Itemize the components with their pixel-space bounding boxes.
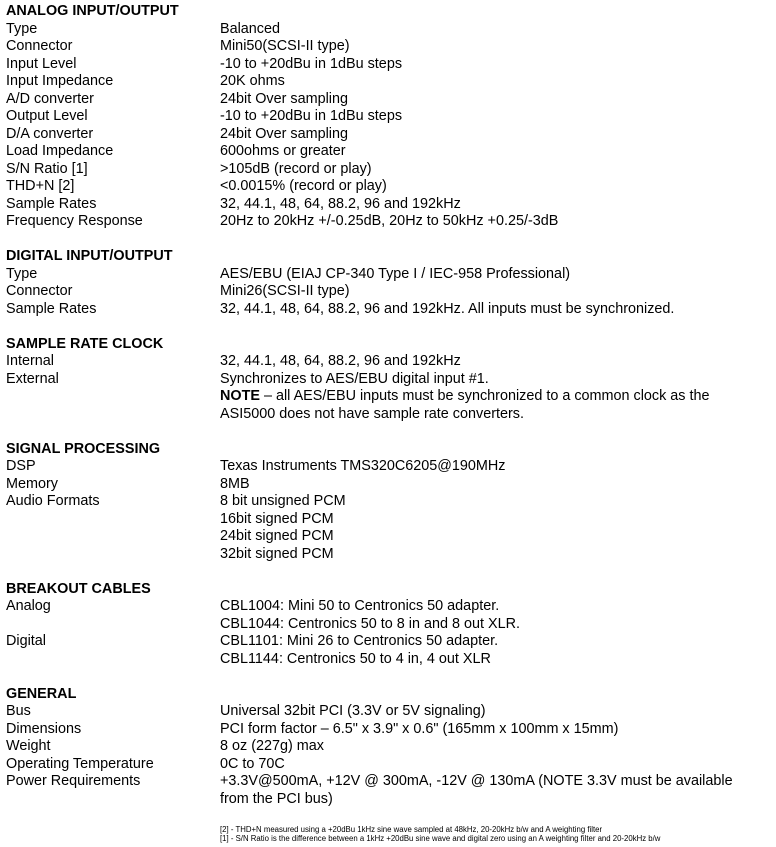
spec-value-line: >105dB (record or play): [220, 160, 372, 177]
spec-value: [220, 266, 774, 284]
spec-value: [220, 458, 774, 476]
spec-value: [220, 143, 774, 161]
section: [6, 441, 774, 564]
spec-row: [6, 21, 774, 39]
spec-value: [220, 21, 774, 39]
spec-value-line: +3.3V@500mA, +12V @ 300mA, -12V @ 130mA (NOTE 3.3V must be available: [220, 773, 733, 789]
spec-value-line: CBL1101: Mini 26 to Centronics 50 adapter.: [220, 633, 499, 649]
spec-value: [220, 738, 774, 756]
spec-row: [6, 703, 774, 721]
spec-row: [6, 756, 774, 774]
spec-row: [6, 371, 774, 389]
section: [6, 3, 774, 231]
spec-value: [220, 721, 774, 739]
spec-value-line: Mini26(SCSI-II type): [220, 283, 350, 299]
note-label: NOTE: [220, 388, 260, 404]
spec-label: Output Level: [6, 108, 88, 124]
spec-label: Connector: [6, 38, 73, 54]
spec-row: [6, 126, 774, 144]
spec-value: [220, 493, 774, 563]
spec-label: Connector: [6, 283, 73, 299]
spec-label: Internal: [6, 353, 54, 369]
spec-label: Load Impedance: [6, 143, 114, 159]
spec-row: [6, 353, 774, 371]
spec-value-line: 16bit signed PCM: [220, 510, 334, 527]
spec-row: [6, 178, 774, 196]
note-text: [220, 388, 774, 423]
spec-row: [6, 476, 774, 494]
spec-row: [6, 458, 774, 476]
spec-value: [220, 56, 774, 74]
spec-label: Bus: [6, 703, 31, 719]
spec-value: [220, 703, 774, 721]
note-line-1: – all AES/EBU inputs must be synchronized to a common clock as the: [259, 388, 710, 404]
spec-value-line: 32bit signed PCM: [220, 545, 334, 562]
spec-value: [220, 126, 774, 144]
spec-value-line: Universal 32bit PCI (3.3V or 5V signaling): [220, 703, 486, 719]
spec-value: [220, 38, 774, 56]
spec-row: [6, 738, 774, 756]
spec-label: A/D converter: [6, 90, 94, 107]
spec-value-line: <0.0015% (record or play): [220, 178, 387, 194]
footnote-2: [2] - THD+N measured using a +20dBu 1kHz sine wave sampled at 48kHz, 20-20kHz b/w and A weighting filter: [220, 825, 603, 834]
spec-value: [220, 756, 774, 774]
spec-value-line: CBL1144: Centronics 50 to 4 in, 4 out XLR: [220, 650, 491, 667]
spec-value-line: 24bit Over sampling: [220, 90, 348, 107]
spec-value-line: Balanced: [220, 20, 281, 37]
note-line: [220, 388, 774, 406]
spec-label: Sample Rates: [6, 300, 97, 317]
section: [6, 686, 774, 809]
spec-sheet: [6, 3, 774, 826]
spec-value-line: 8 bit unsigned PCM: [220, 493, 346, 509]
spec-label: Input Level: [6, 55, 77, 72]
spec-label: Type: [6, 265, 38, 282]
spec-value: [220, 598, 774, 633]
spec-value-line: Synchronizes to AES/EBU digital input #1.: [220, 370, 489, 387]
spec-label: Audio Formats: [6, 493, 100, 509]
spec-value-line: CBL1044: Centronics 50 to 8 in and 8 out XLR.: [220, 615, 520, 632]
spec-label: DSP: [6, 458, 36, 474]
spec-row: [6, 143, 774, 161]
spec-value: [220, 161, 774, 179]
section-title: GENERAL: [6, 685, 77, 702]
spec-value-line: 32, 44.1, 48, 64, 88.2, 96 and 192kHz. All inputs must be synchronized.: [220, 300, 675, 317]
spec-value: [220, 476, 774, 494]
spec-value: [220, 213, 774, 231]
spec-row: [6, 266, 774, 284]
spec-row: [6, 73, 774, 91]
spec-row: [6, 598, 774, 633]
spec-row: [6, 493, 774, 563]
spec-value: [220, 73, 774, 91]
spec-label: Power Requirements: [6, 773, 141, 789]
spec-value-line: 24bit signed PCM: [220, 528, 334, 544]
spec-row: [6, 56, 774, 74]
spec-value-line: CBL1004: Mini 50 to Centronics 50 adapter.: [220, 598, 500, 614]
spec-value-line: 600ohms or greater: [220, 143, 346, 159]
spec-label: Analog: [6, 598, 51, 614]
spec-row: [6, 38, 774, 56]
section: [6, 581, 774, 669]
spec-label: Memory: [6, 475, 58, 492]
spec-row: [6, 196, 774, 214]
footnote-1: [1] - S/N Ratio is the difference between a 1kHz +20dBu sine wave and digital zero using an A weighting filter and 20-20kHz b/w: [220, 834, 661, 843]
spec-row: [6, 773, 774, 808]
spec-value-line: Texas Instruments TMS320C6205@190MHz: [220, 458, 506, 474]
section-title: SIGNAL PROCESSING: [6, 440, 161, 457]
spec-label: Operating Temperature: [6, 755, 154, 772]
spec-label: Weight: [6, 738, 51, 754]
spec-label: Input Impedance: [6, 73, 114, 89]
spec-value: [220, 773, 774, 808]
spec-value-line: -10 to +20dBu in 1dBu steps: [220, 55, 403, 72]
section: [6, 336, 774, 424]
section-title: SAMPLE RATE CLOCK: [6, 335, 164, 352]
spec-value: [220, 91, 774, 109]
spec-value: [220, 178, 774, 196]
spec-label: External: [6, 370, 59, 387]
note-row: [6, 388, 774, 423]
spec-label: Sample Rates: [6, 195, 97, 212]
section: [6, 248, 774, 318]
spec-value: [220, 633, 774, 668]
spec-row: [6, 161, 774, 179]
spec-value-line: 24bit Over sampling: [220, 125, 348, 142]
spec-value-line: AES/EBU (EIAJ CP-340 Type I / IEC-958 Professional): [220, 265, 571, 282]
spec-value: [220, 371, 774, 389]
spec-value: [220, 108, 774, 126]
spec-label: Frequency Response: [6, 213, 143, 229]
spec-value-line: 32, 44.1, 48, 64, 88.2, 96 and 192kHz: [220, 195, 461, 212]
spec-value: [220, 301, 774, 319]
spec-value-line: 20Hz to 20kHz +/-0.25dB, 20Hz to 50kHz +0.25/-3dB: [220, 213, 559, 229]
spec-value-line: 8 oz (227g) max: [220, 738, 324, 754]
spec-row: [6, 633, 774, 668]
spec-label: Type: [6, 20, 38, 37]
spec-label: Digital: [6, 633, 46, 649]
spec-row: [6, 91, 774, 109]
spec-value: [220, 196, 774, 214]
spec-value-line: Mini50(SCSI-II type): [220, 38, 350, 54]
spec-value-line: 8MB: [220, 475, 250, 492]
spec-row: [6, 721, 774, 739]
spec-value-line: PCI form factor – 6.5" x 3.9" x 0.6" (165mm x 100mm x 15mm): [220, 720, 619, 737]
spec-label: D/A converter: [6, 125, 94, 142]
note-spacer: [6, 388, 220, 423]
spec-row: [6, 213, 774, 231]
spec-value: [220, 353, 774, 371]
section-title: BREAKOUT CABLES: [6, 580, 151, 597]
section-title: DIGITAL INPUT/OUTPUT: [6, 248, 173, 264]
spec-row: [6, 301, 774, 319]
spec-row: [6, 108, 774, 126]
spec-label: S/N Ratio [1]: [6, 160, 88, 177]
spec-value-line: 0C to 70C: [220, 755, 285, 772]
spec-value-line: 20K ohms: [220, 73, 285, 89]
spec-label: Dimensions: [6, 720, 82, 737]
section-title: ANALOG INPUT/OUTPUT: [6, 3, 179, 19]
spec-value-line: from the PCI bus): [220, 790, 333, 807]
footnotes: [220, 825, 660, 843]
spec-value-line: -10 to +20dBu in 1dBu steps: [220, 108, 403, 124]
spec-value: [220, 283, 774, 301]
note-line-2: ASI5000 does not have sample rate converters.: [220, 405, 524, 422]
spec-label: THD+N [2]: [6, 178, 75, 194]
spec-value-line: 32, 44.1, 48, 64, 88.2, 96 and 192kHz: [220, 353, 461, 369]
spec-row: [6, 283, 774, 301]
